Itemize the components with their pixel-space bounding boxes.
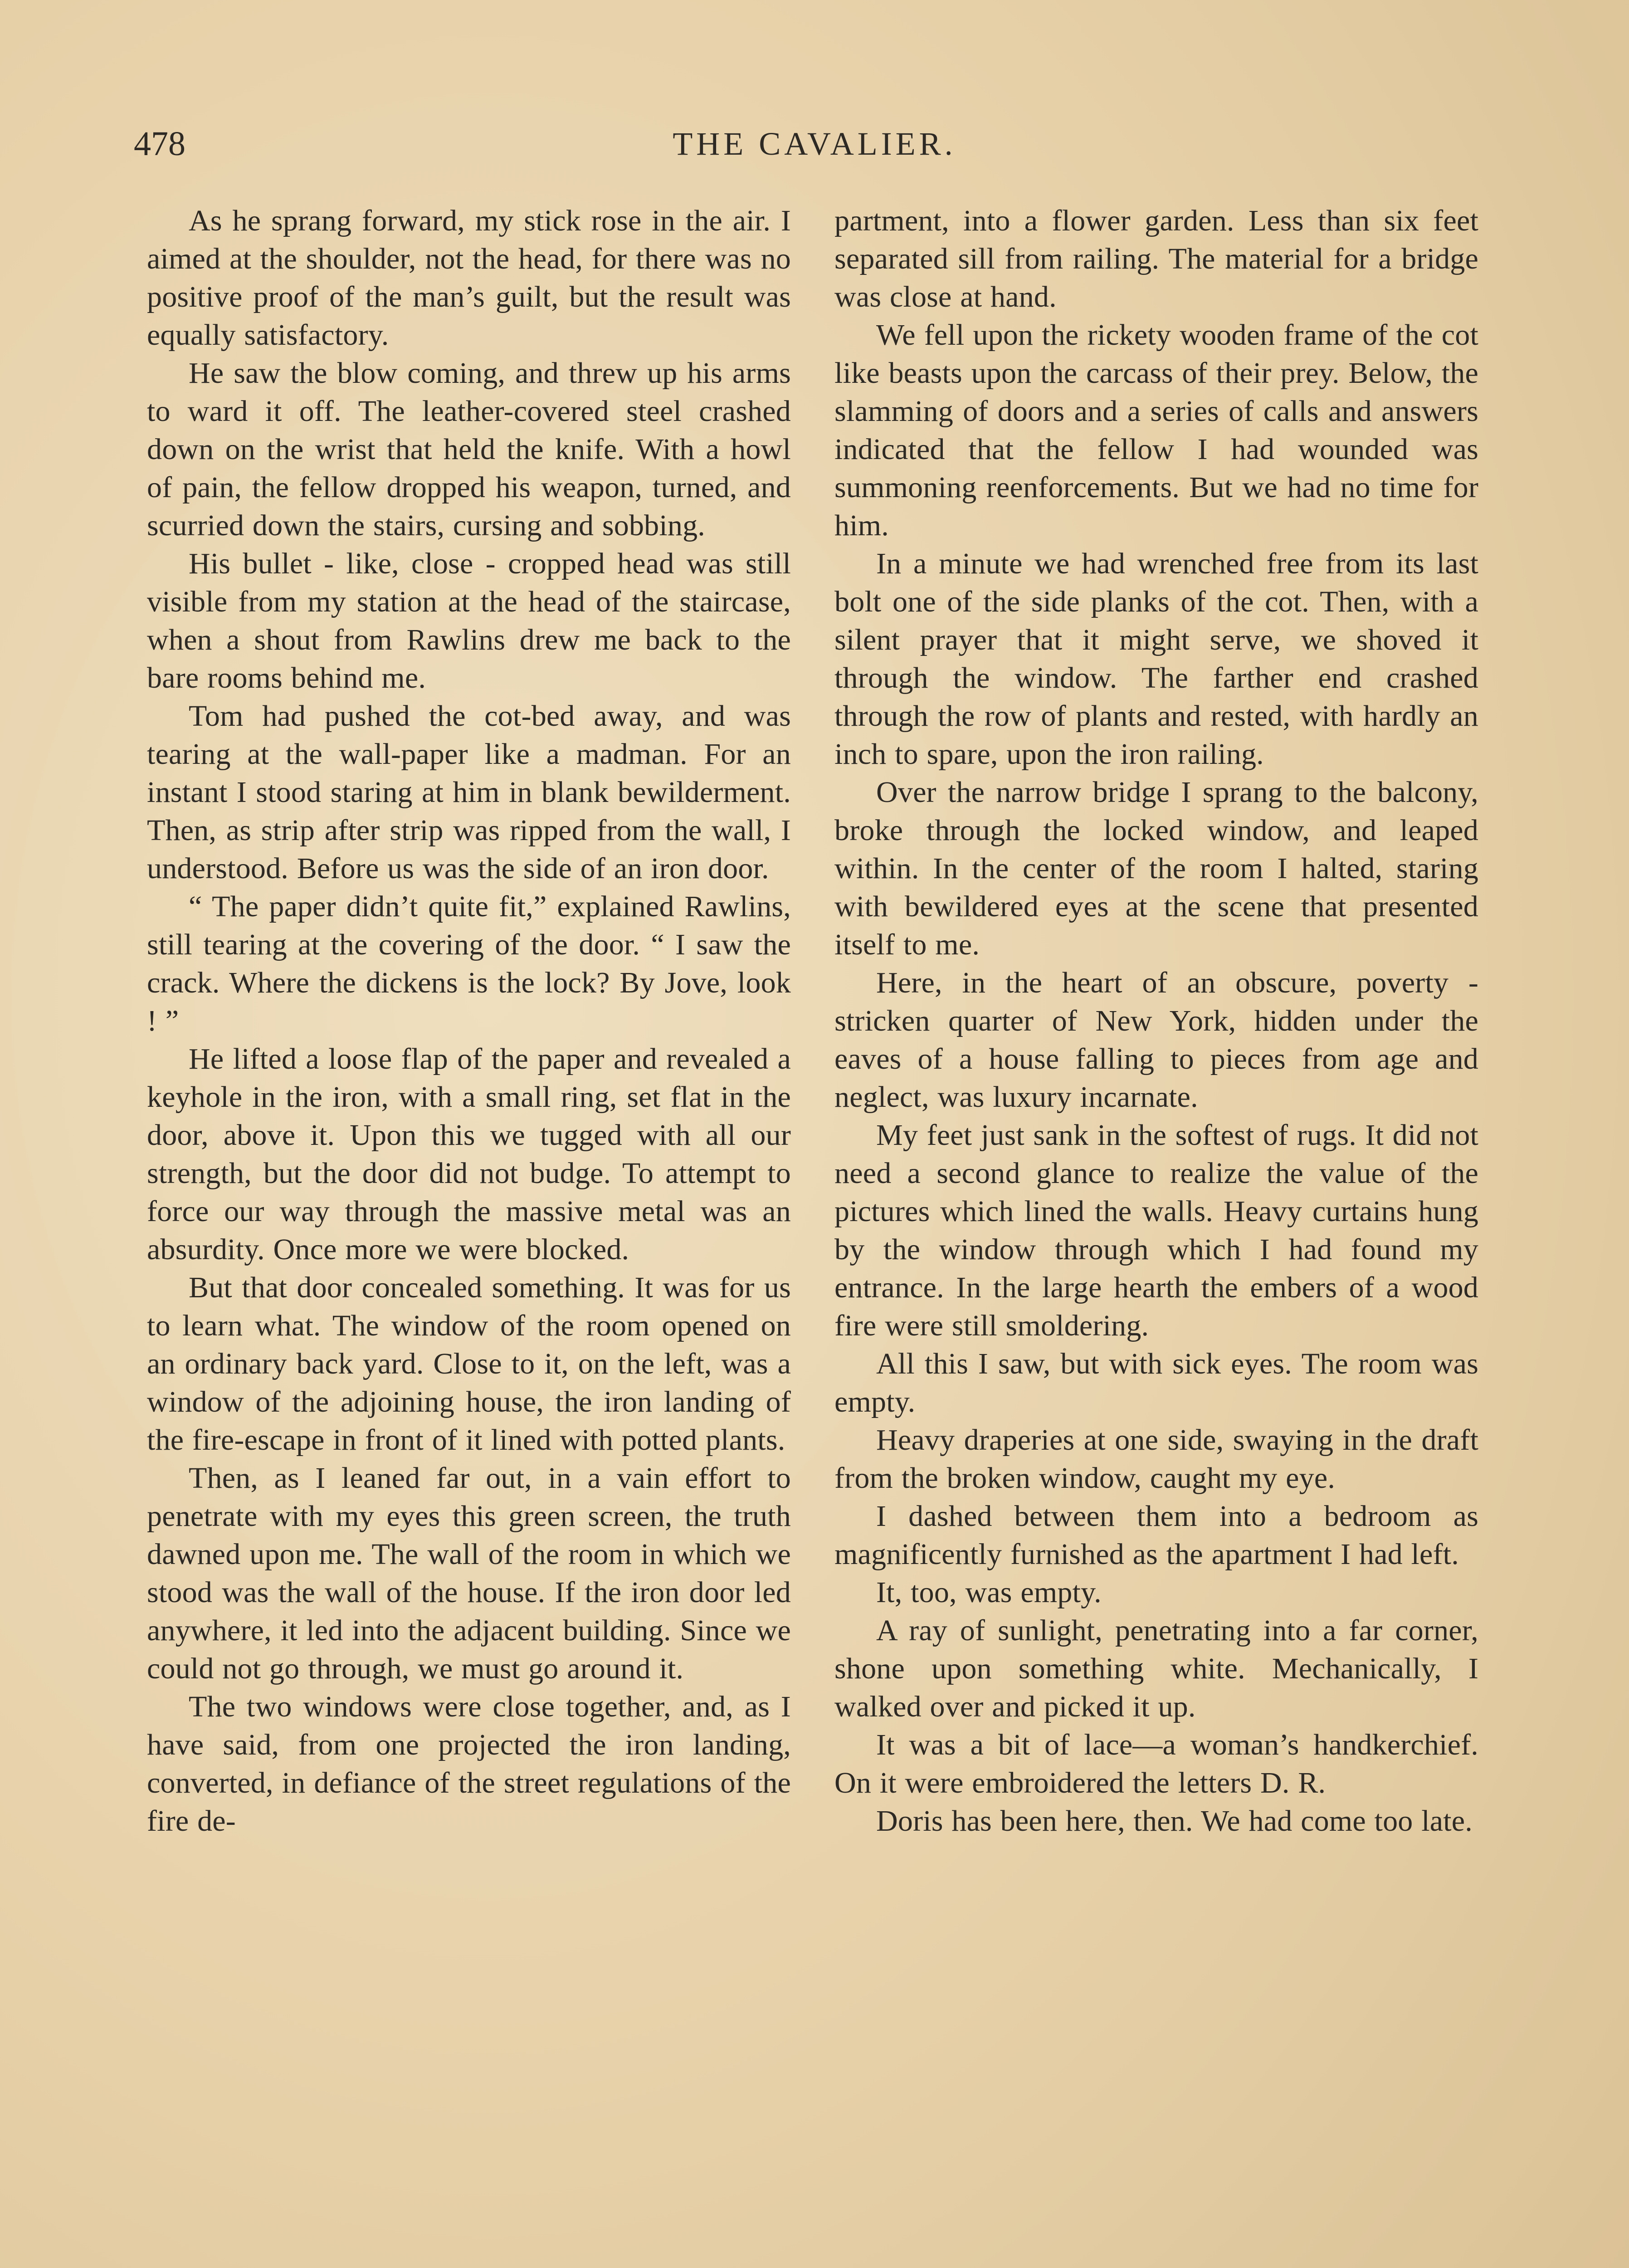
paragraph: The two windows were close together, and, as I have said, from one projected the iron landing, converted, in defiance of the street regulations of the fire de- [147, 1690, 791, 1838]
paragraph: Doris has been here, then. We had come too late. [876, 1804, 1473, 1838]
paragraph: Here, in the heart of an obscure, poverty - stricken quarter of New York, hidden under the eaves of a house falling to pieces from age and neglect, was luxury incarnate. [834, 966, 1478, 1114]
paragraph: A ray of sunlight, penetrating into a far corner, shone upon something white. Mechanically, I walked over and picked it up. [834, 1614, 1478, 1723]
paragraph: In a minute we had wrenched free from its last bolt one of the side planks of the cot. Then, with a silent prayer that it might serve, we shoved it through the window. The farther end crashed through the row of plants and rested, with hardly an inch to spare, upon the iron railing. [834, 547, 1478, 771]
paragraph: Tom had pushed the cot-bed away, and was tearing at the wall-paper like a madman. For an instant I stood staring at him in blank bewilderment. Then, as strip after strip was ripped from the wall, I understood. Before us was the side of an iron door. [147, 699, 791, 885]
paragraph: “ The paper didn’t quite fit,” explained Rawlins, still tearing at the covering of the door. “ I saw the crack. Where the dickens is the lock? By Jove, look ! ” [147, 890, 791, 1037]
paragraph: Heavy draperies at one side, swaying in the draft from the broken window, caught my eye. [834, 1423, 1478, 1495]
paragraph: I dashed between them into a bedroom as magnificently furnished as the apartment I had left. [834, 1500, 1478, 1571]
paragraph: As he sprang forward, my stick rose in the air. I aimed at the shoulder, not the head, for there was no positive proof of the man’s guilt, but the result was equally satisfactory. [147, 204, 791, 352]
paragraph: It was a bit of lace—a woman’s handkerchief. On it were embroidered the letters D. R. [834, 1728, 1478, 1799]
paragraph: My feet just sank in the softest of rugs. It did not need a second glance to realize the value of the pictures which lined the walls. Heavy curtains hung by the window through which I had found my entrance. In the large hearth the embers of a wood fire were still smoldering. [834, 1119, 1478, 1342]
page-number: 478 [134, 125, 185, 163]
right-column [834, 202, 1478, 1840]
paragraph: It, too, was empty. [876, 1576, 1102, 1609]
magazine-title: THE CAVALIER. [673, 126, 956, 162]
paragraph: But that door concealed something. It was for us to learn what. The window of the room opened on an ordinary back yard. Close to it, on the left, was a window of the adjoining house, the iron landing of the fire-escape in front of it lined with potted plants. [147, 1271, 791, 1457]
paragraph: Over the narrow bridge I sprang to the balcony, broke through the locked window, and leaped within. In the center of the room I halted, staring with bewildered eyes at the scene that presented itself to me. [834, 776, 1478, 961]
paragraph: partment, into a flower garden. Less than six feet separated sill from railing. The material for a bridge was close at hand. [834, 204, 1478, 313]
paragraph: All this I saw, but with sick eyes. The room was empty. [834, 1347, 1478, 1418]
paragraph: He lifted a loose flap of the paper and revealed a keyhole in the iron, with a small ring, set flat in the door, above it. Upon this we tugged with all our strength, but the door did not budge. To attempt to force our way through the massive metal was an absurdity. Once more we were blocked. [147, 1042, 791, 1266]
paragraph: Then, as I leaned far out, in a vain effort to penetrate with my eyes this green screen, the truth dawned upon me. The wall of the room in which we stood was the wall of the house. If the iron door led anywhere, it led into the adjacent building. Since we could not go through, we must go around it. [147, 1461, 791, 1685]
left-column [147, 202, 791, 1840]
paragraph: He saw the blow coming, and threw up his arms to ward it off. The leather-covered steel crashed down on the wrist that held the knife. With a howl of pain, the fellow dropped his weapon, turned, and scurried down the stairs, cursing and sobbing. [147, 357, 791, 542]
page-header [0, 119, 1629, 169]
paragraph: We fell upon the rickety wooden frame of the cot like beasts upon the carcass of their prey. Below, the slamming of doors and a series of calls and answers indicated that the fellow I had wounded was summoning reenforcements. But we had no time for him. [834, 318, 1478, 542]
paragraph: His bullet - like, close - cropped head was still visible from my station at the head of the staircase, when a shout from Rawlins drew me back to the bare rooms behind me. [147, 547, 791, 694]
